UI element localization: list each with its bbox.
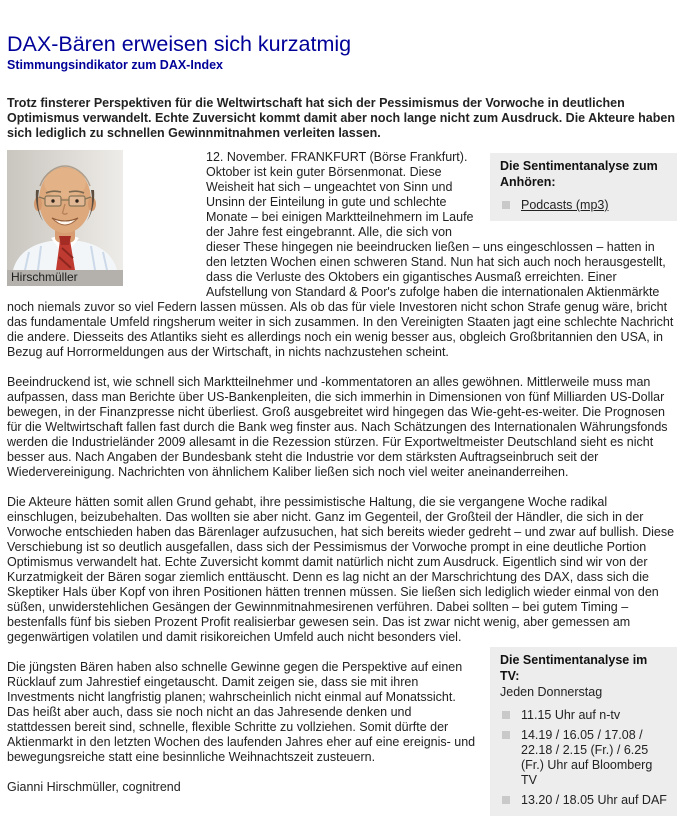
bullet-square-icon [502,731,510,739]
sidebar-tv-title: Die Sentimentanalyse im TV: [500,653,648,683]
sidebar-tv-list [500,708,669,808]
article-paragraph: 12. November. FRANKFURT (Börse Frankfurt). Oktober ist kein guter Börsenmonat. Diese Weisheit hat sich – ungeachtet von Sinn und Unsinn der Einteilung in gute und schlechte Monate – bei einigen Marktteilnehmern im Laufe der Jahre fest eingebrannt. Alle, die sich von dieser These hingegen nie beeindrucken ließen – uns eingeschlossen – hatten in den letzten Wochen einen schweren Stand. Nun hat sich auch noch herausgestellt, dass die Verluste des Oktobers ein gigantisches Ausmaß erreichten. Einer Aufstellung von Standard & Poor's zufolge haben die internationalen Aktienmärkte noch niemals zuvor so viel Federn lassen müssen. Als ob das für viele Investoren nicht schon Strafe genug wäre, bricht das fundamentale Umfeld ringsherum weiter in sich zusammen. In den Vereinigten Staaten jagt eine schlechte Nachricht die andere. Diesseits des Atlantiks sieht es allerdings noch ein wenig besser aus, obgleich Großbritannien den USA, in Bezug auf Horrormeldungen aus der Wirtschaft, in nichts nachzustehen scheint. [7,150,674,359]
article-paragraph: Die jüngsten Bären haben also schnelle Gewinne gegen die Perspektive auf einen Rücklauf zum Jahrestief eingetauscht. Damit zeigen sie, dass sie mit ihren Investments nicht langfristig planen; wahrscheinlich nicht einmal auf Monatssicht. Das heißt aber auch, dass sie noch nicht an das Jahresende denken und stattdessen bereit sind, schnelle, flexible Schritte zu vollziehen. Somit dürfte der Aktienmarkt in den letzten Wochen des laufenden Jahres eher auf eine ereignis- und bewegungsreiche statt eine besinnliche Weihnachtszeit zusteuern. [7,660,476,764]
author-photo [7,150,123,286]
tv-schedule-entry: 11.15 Uhr auf n-tv [521,708,621,722]
list-item [500,728,669,788]
article-paragraph: Die Akteure hätten somit allen Grund gehabt, ihre pessimistische Haltung, die sie vergangene Woche radikal einschlugen, beizubehalten. Das wollten sie aber nicht. Ganz im Gegenteil, der Großteil der Händler, die sich in der Vorwoche entschieden haben das Bärenlager aufzusuchen, hat sich bereits wieder gedreht – und zwar auf bullish. Diese Verschiebung ist so deutlich ausgefallen, dass sich der Pessimismus der Vorwoche prompt in eine deutliche Portion Optimismus verwandelt hat. Echte Zuversicht kommt damit natürlich nicht zum Ausdruck. Eigentlich sind wir von der Kurzatmigkeit der Bären sogar ziemlich enttäuscht. Denn es lag nicht an der Marschrichtung des DAX, dass sich die Skeptiker Hals über Kopf von ihren Positionen hätten trennen müssen. Sie ließen sich lediglich wieder einmal von den süßen, unwiderstehlichen Gesängen der Gewinnmitnahmesirenen verführen. Dabei sollten – bei gutem Timing – bestenfalls fünf bis sieben Prozent Profit realisierbar gewesen sein. Das ist zwar nicht wenig, aber gemessen am gegenwärtigen volatilen und damit risikoreichen Umfeld auch nicht besonders viel. [7,495,675,644]
sidebar-audio-title: Die Sentimentanalyse zum Anhören: [500,159,658,189]
article-page [0,32,684,826]
sidebar-tv-note: Jeden Donnerstag [500,685,603,699]
article-subtitle: Stimmungsindikator zum DAX-Index [7,58,223,72]
list-item [500,708,669,723]
tv-schedule-entry: 14.19 / 16.05 / 17.08 / 22.18 / 2.15 (Fr.) / 6.25 (Fr.) Uhr auf Bloomberg TV [521,728,653,787]
photo-caption: Hirschmüller [7,270,123,286]
list-item [500,198,669,213]
article-intro: Trotz finsterer Perspektiven für die Weltwirtschaft hat sich der Pessimismus der Vorwoche in deutlichen Optimismus verwandelt. Echte Zuversicht kommt damit aber noch lange nicht zum Ausdruck. Die Akteure haben sich lediglich zu schnellen Gewinnmitnahmen verleiten lassen. [7,96,675,140]
bullet-square-icon [502,201,510,209]
list-item [500,793,669,808]
article-title: DAX-Bären erweisen sich kurzatmig [7,32,352,56]
bullet-square-icon [502,796,510,804]
sidebar-tv-box [490,647,677,816]
article-byline: Gianni Hirschmüller, cognitrend [7,780,181,794]
portrait-photo-icon [7,150,123,270]
sidebar-audio-list [500,198,669,213]
bullet-square-icon [502,711,510,719]
podcasts-link[interactable]: Podcasts (mp3) [521,198,609,212]
sidebar-audio-box [490,153,677,221]
tv-schedule-entry: 13.20 / 18.05 Uhr auf DAF [521,793,667,807]
article-paragraph: Beeindruckend ist, wie schnell sich Marktteilnehmer und -kommentatoren an alles gewöhnen. Mittlerweile muss man aufpassen, dass man Berichte über US-Bankenpleiten, die sich immerhin in Dimensionen von fünf Milliarden US-Dollar bewegen, in der Finanzpresse nicht überliest. Groß ausgebreitet wird hingegen das Wie-geht-es-weiter. Die Prognosen für die Weltwirtschaft fallen fast durch die Bank weg finster aus. Nach Schätzungen des Internationalen Währungsfonds werden die Industrieländer 2009 allesamt in die Rezession stürzen. Für Exportweltmeister Deutschland sieht es nicht besser aus. Nach Angaben der Bundesbank steht die Industrie vor dem stärksten Auftragseinbruch seit der Wiedervereinigung. Nachrichten von ähnlichem Kaliber ließen sich noch viel weiter aneinanderreihen. [7,375,668,479]
